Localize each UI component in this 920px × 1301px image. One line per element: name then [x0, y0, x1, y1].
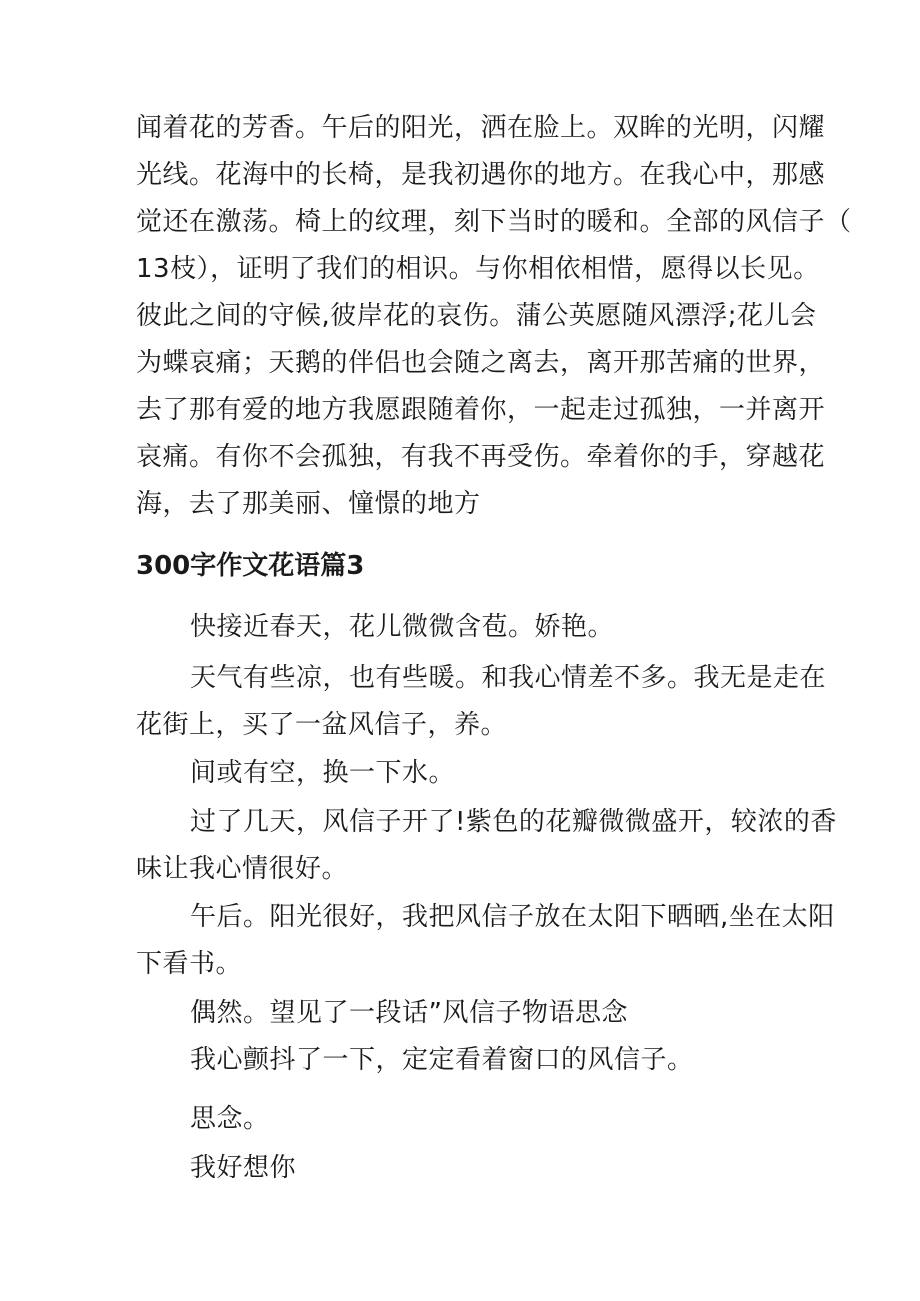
text-line: 觉还在激荡。椅上的纹理，刻下当时的暖和。全部的风信子（: [136, 207, 852, 237]
paragraph-8: [136, 1096, 796, 1143]
text-line: 天气有些凉，也有些暖。和我心情差不多。我无是走在: [190, 663, 827, 693]
text-line: 花街上，买了一盆风信子，养。: [136, 710, 508, 740]
paragraph-5: [136, 894, 835, 988]
text-line: 快接近春天，花儿微微含苞。娇艳。: [190, 612, 615, 642]
text-line: 午后。阳光很好，我把风信子放在太阳下晒晒,坐在太阳: [190, 902, 835, 932]
text-line: 下看书。: [136, 949, 243, 979]
text-line: 思念。: [190, 1104, 270, 1134]
text-line: 我心颤抖了一下，定定看着窗口的风信子。: [190, 1045, 694, 1075]
paragraph-1: [136, 604, 796, 651]
paragraph-9: [136, 1145, 796, 1192]
paragraph-6: [136, 990, 796, 1037]
text-line: 过了几天，风信子开了!紫色的花瓣微微盛开，较浓的香: [190, 807, 837, 837]
section-heading: 300字作文花语篇3: [136, 551, 365, 581]
text-line: 间或有空，换一下水。: [190, 758, 456, 788]
text-line: 哀痛。有你不会孤独，有我不再受伤。牵着你的手，穿越花: [136, 442, 826, 472]
intro-paragraph: [136, 105, 852, 528]
text-line: 我好想你: [190, 1153, 297, 1183]
text-line: 去了那有爱的地方我愿跟随着你，一起走过孤独，一并离开: [136, 395, 826, 425]
text-line: 海，去了那美丽、憧憬的地方: [136, 489, 481, 519]
text-line: 13枝），证明了我们的相识。与你相依相惜，愿得以长见。: [136, 254, 820, 284]
text-line: 偶然。望见了一段话”风信子物语思念: [190, 998, 628, 1028]
text-line: 为蝶哀痛；天鹅的伴侣也会随之离去，离开那苦痛的世界，: [136, 348, 826, 378]
text-line: 闻着花的芳香。午后的阳光，洒在脸上。双眸的光明，闪耀: [136, 113, 826, 143]
paragraph-3: [136, 750, 796, 797]
paragraph-2: [136, 655, 827, 749]
text-line: 味让我心情很好。: [136, 854, 349, 884]
text-line: 彼此之间的守候,彼岸花的哀伤。蒲公英愿随风漂浮;花儿会: [136, 301, 817, 331]
paragraph-4: [136, 799, 837, 893]
paragraph-7: [136, 1037, 796, 1084]
text-line: 光线。花海中的长椅，是我初遇你的地方。在我心中，那感: [136, 160, 826, 190]
